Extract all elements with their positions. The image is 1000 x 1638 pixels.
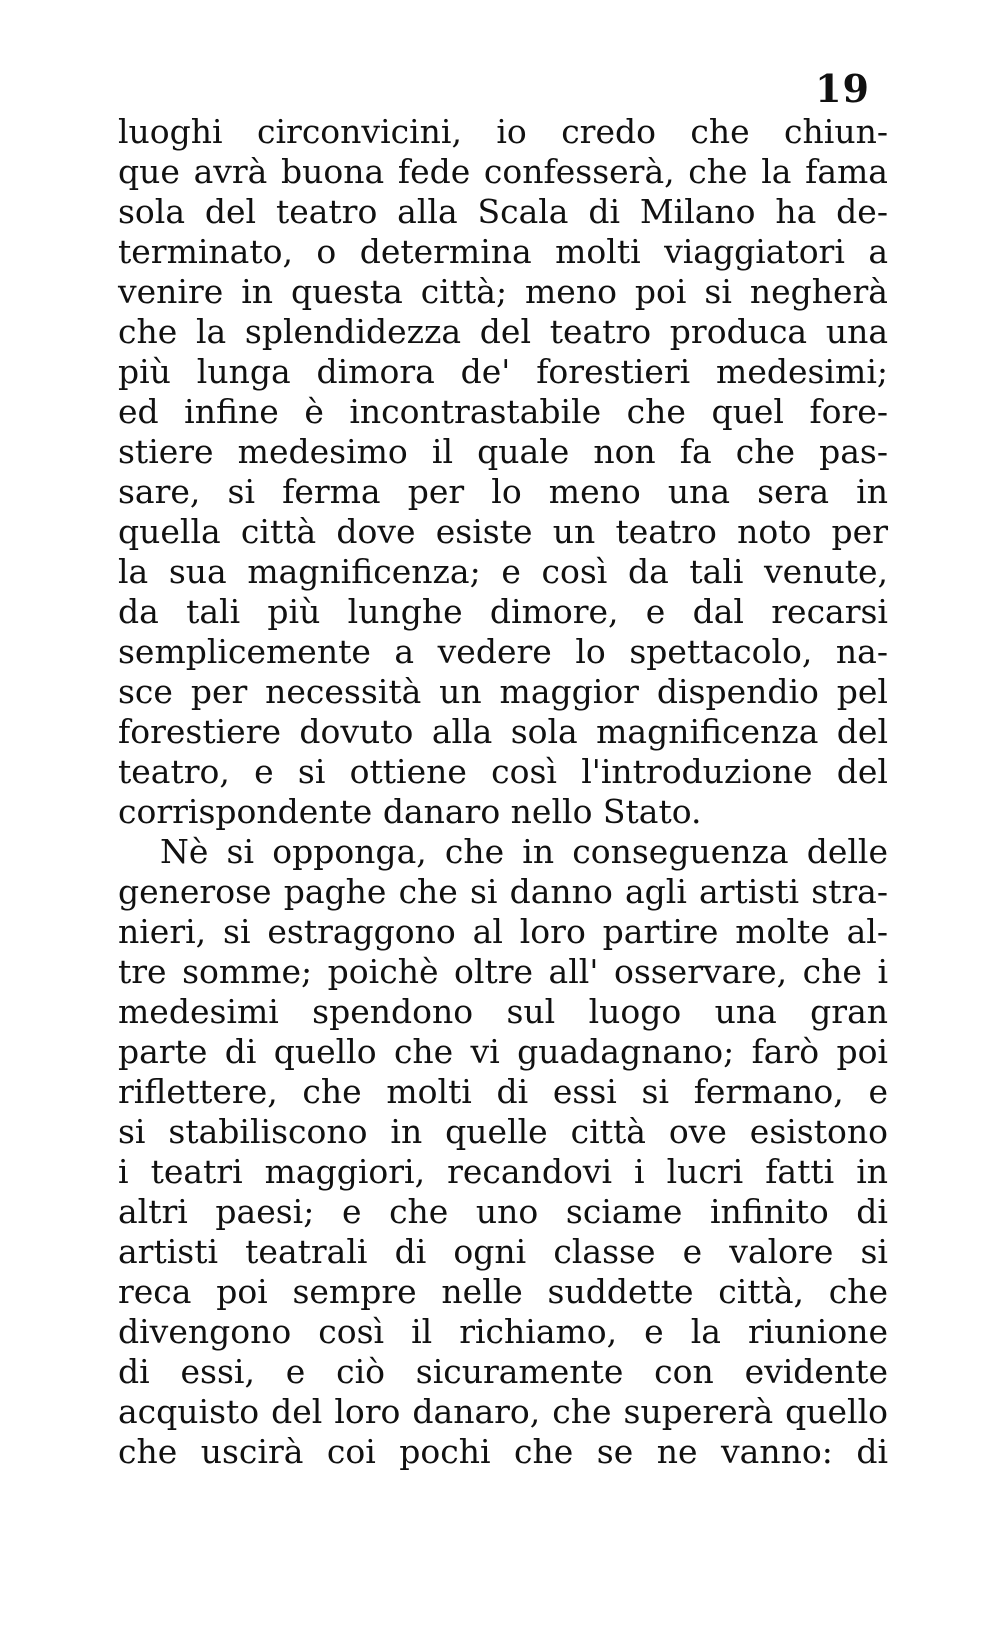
text-line: altri paesi; e che uno sciame infinito di xyxy=(118,1192,888,1231)
text-line: sce per necessità un maggior dispendio pel xyxy=(118,672,888,711)
text-line: semplicemente a vedere lo spettacolo, na- xyxy=(118,632,888,671)
text-line: quella città dove esiste un teatro noto per xyxy=(118,512,888,551)
page-number: 19 xyxy=(815,66,870,111)
text-line: venire in questa città; meno poi si negherà xyxy=(118,272,888,311)
text-line: reca poi sempre nelle suddette città, che xyxy=(118,1272,888,1311)
text-line: che la splendidezza del teatro produca una xyxy=(118,312,888,351)
text-line: teatro, e si ottiene così l'introduzione del xyxy=(118,752,888,791)
page-text xyxy=(118,112,888,1472)
text-line: tre somme; poichè oltre all' osservare, che i xyxy=(118,952,888,991)
text-line: medesimi spendono sul luogo una gran xyxy=(118,992,888,1031)
text-line: ed infine è incontrastabile che quel fore- xyxy=(118,392,888,431)
text-line: i teatri maggiori, recandovi i lucri fatti in xyxy=(118,1152,888,1191)
text-line: la sua magnificenza; e così da tali venute, xyxy=(118,552,888,591)
paragraph-1 xyxy=(118,112,888,832)
text-line: Nè si opponga, che in conseguenza delle xyxy=(160,832,888,871)
text-line: sola del teatro alla Scala di Milano ha de- xyxy=(118,192,888,231)
text-line: che uscirà coi pochi che se ne vanno: di xyxy=(118,1432,888,1471)
text-line: terminato, o determina molti viaggiatori a xyxy=(118,232,888,271)
text-line: luoghi circonvicini, io credo che chiun- xyxy=(118,112,888,151)
text-line: divengono così il richiamo, e la riunione xyxy=(118,1312,888,1351)
text-line: artisti teatrali di ogni classe e valore si xyxy=(118,1232,888,1271)
text-line: sare, si ferma per lo meno una sera in xyxy=(118,472,888,511)
text-line: da tali più lunghe dimore, e dal recarsi xyxy=(118,592,888,631)
text-line: di essi, e ciò sicuramente con evidente xyxy=(118,1352,888,1391)
text-line: corrispondente danaro nello Stato. xyxy=(118,792,702,831)
text-line: nieri, si estraggono al loro partire molte al- xyxy=(118,912,888,951)
text-line: più lunga dimora de' forestieri medesimi; xyxy=(118,352,888,391)
paragraph-2 xyxy=(118,832,888,1472)
text-line: si stabiliscono in quelle città ove esistono xyxy=(118,1112,888,1151)
text-line: parte di quello che vi guadagnano; farò poi xyxy=(118,1032,888,1071)
text-line: acquisto del loro danaro, che supererà quello xyxy=(118,1392,888,1431)
text-line: generose paghe che si danno agli artisti stra- xyxy=(118,872,888,911)
text-line: forestiere dovuto alla sola magnificenza del xyxy=(118,712,888,751)
text-line: stiere medesimo il quale non fa che pas- xyxy=(118,432,888,471)
text-line: que avrà buona fede confesserà, che la fama xyxy=(118,152,888,191)
text-line: riflettere, che molti di essi si fermano, e xyxy=(118,1072,888,1111)
